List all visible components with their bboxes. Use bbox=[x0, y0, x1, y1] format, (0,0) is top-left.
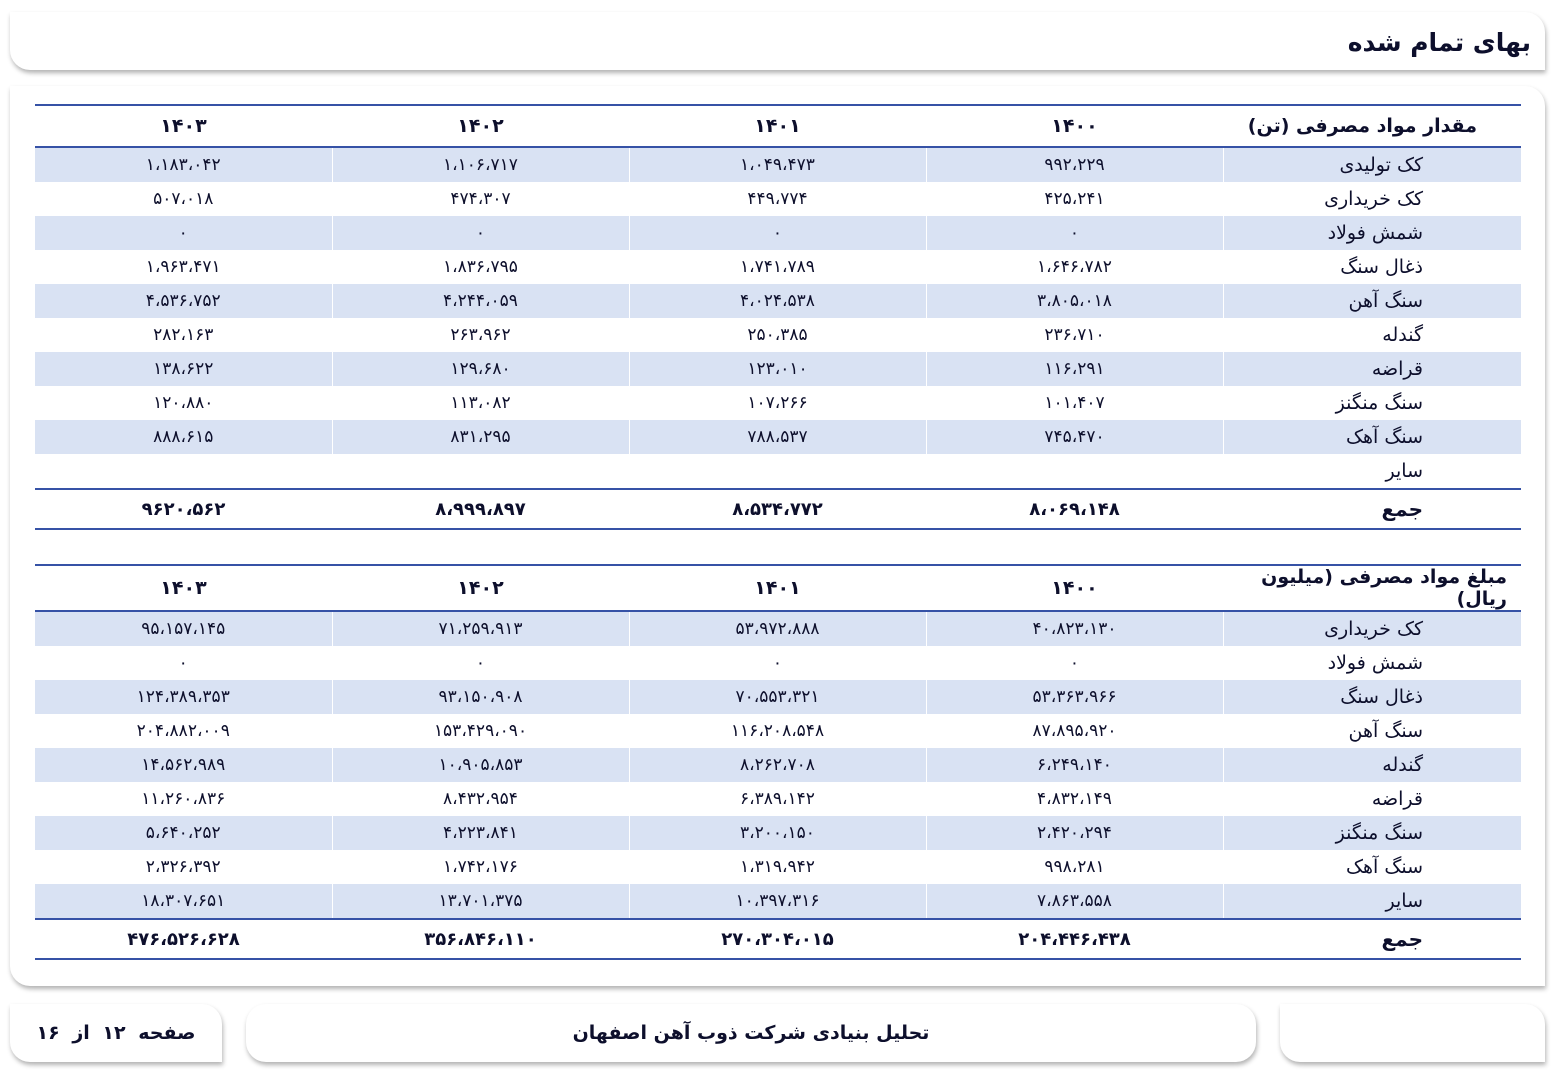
cell-value: ۸۷،۸۹۵،۹۲۰ bbox=[926, 714, 1223, 748]
cell-value: ۰ bbox=[332, 646, 629, 680]
footer-page-card bbox=[10, 1004, 222, 1062]
cell-value: ۱۱۶،۲۰۸،۵۴۸ bbox=[629, 714, 926, 748]
cell-value: ۱۴،۵۶۲،۹۸۹ bbox=[35, 748, 332, 782]
table-row bbox=[35, 884, 1521, 919]
cell-value: ۱،۷۴۲،۱۷۶ bbox=[332, 850, 629, 884]
cell-value: ۹۵،۱۵۷،۱۴۵ bbox=[35, 611, 332, 646]
page-total: ۱۶ bbox=[36, 1022, 60, 1044]
cell-value: ۶،۳۸۹،۱۴۲ bbox=[629, 782, 926, 816]
cell-value: ۱،۷۴۱،۷۸۹ bbox=[629, 250, 926, 284]
cell-value: ۸،۲۶۲،۷۰۸ bbox=[629, 748, 926, 782]
total-value: ۸،۹۹۹،۸۹۷ bbox=[332, 489, 629, 529]
row-label: سنگ آهن bbox=[1223, 284, 1521, 318]
cell-value: ۱۰،۹۰۵،۸۵۳ bbox=[332, 748, 629, 782]
table-row bbox=[35, 748, 1521, 782]
cell-value: ۱۳۸،۶۲۲ bbox=[35, 352, 332, 386]
total-value: ۸،۰۶۹،۱۴۸ bbox=[926, 489, 1223, 529]
cell-value: ۱،۸۳۶،۷۹۵ bbox=[332, 250, 629, 284]
cell-value: ۱۱،۲۶۰،۸۳۶ bbox=[35, 782, 332, 816]
cell-value bbox=[332, 454, 629, 489]
row-label: ذغال سنگ bbox=[1340, 256, 1423, 278]
table-row bbox=[35, 147, 1521, 182]
cell-value: ۰ bbox=[926, 646, 1223, 680]
cell-value: ۱۰،۳۹۷،۳۱۶ bbox=[629, 884, 926, 919]
year-header: ۱۴۰۰ bbox=[926, 565, 1223, 611]
page-word: صفحه bbox=[138, 1022, 196, 1044]
table-header-label: مقدار مواد مصرفی (تن) bbox=[1223, 105, 1521, 147]
cell-value: ۱۰۷،۲۶۶ bbox=[629, 386, 926, 420]
table-row bbox=[35, 216, 1521, 250]
cell-value bbox=[926, 454, 1223, 489]
cell-value: ۱،۰۴۹،۴۷۳ bbox=[629, 147, 926, 182]
row-label: ذغال سنگ bbox=[1223, 680, 1521, 714]
cell-value: ۹۳،۱۵۰،۹۰۸ bbox=[332, 680, 629, 714]
cell-value: ۸۸۸،۶۱۵ bbox=[35, 420, 332, 454]
cell-value: ۱۳،۷۰۱،۳۷۵ bbox=[332, 884, 629, 919]
row-label: قراضه bbox=[1371, 788, 1423, 810]
cell-value: ۷۰،۵۵۳،۳۲۱ bbox=[629, 680, 926, 714]
total-row bbox=[35, 489, 1521, 529]
row-label: سنگ منگنز bbox=[1335, 392, 1423, 414]
cell-value: ۰ bbox=[35, 216, 332, 250]
cell-value: ۱،۳۱۹،۹۴۲ bbox=[629, 850, 926, 884]
cell-value: ۴۷۴،۳۰۷ bbox=[332, 182, 629, 216]
table-row bbox=[35, 182, 1521, 216]
year-header: ۱۴۰۰ bbox=[926, 105, 1223, 147]
row-label: سنگ آهن bbox=[1348, 720, 1423, 742]
table-row bbox=[35, 454, 1521, 489]
row-label: سنگ آهک bbox=[1223, 420, 1521, 454]
cell-value: ۹۹۲،۲۲۹ bbox=[926, 147, 1223, 182]
cell-value: ۴۲۵،۲۴۱ bbox=[926, 182, 1223, 216]
table-row bbox=[35, 782, 1521, 816]
cell-value: ۵۳،۳۶۳،۹۶۶ bbox=[926, 680, 1223, 714]
row-label: قراضه bbox=[1223, 352, 1521, 386]
table-row bbox=[35, 318, 1521, 352]
report-title: تحلیل بنیادی شرکت ذوب آهن اصفهان bbox=[572, 1022, 930, 1044]
total-label: جمع bbox=[1223, 919, 1521, 959]
cell-value: ۵،۶۴۰،۲۵۲ bbox=[35, 816, 332, 850]
total-value: ۳۵۶،۸۴۶،۱۱۰ bbox=[332, 919, 629, 959]
table-header-row bbox=[35, 105, 1521, 147]
table-row bbox=[35, 680, 1521, 714]
cell-value: ۱۱۳،۰۸۲ bbox=[332, 386, 629, 420]
cell-value: ۴،۲۲۳،۸۴۱ bbox=[332, 816, 629, 850]
total-row bbox=[35, 919, 1521, 959]
page-of: از bbox=[72, 1022, 90, 1044]
cell-value: ۹۹۸،۲۸۱ bbox=[926, 850, 1223, 884]
table-row bbox=[35, 284, 1521, 318]
cell-value: ۰ bbox=[926, 216, 1223, 250]
year-header: ۱۴۰۲ bbox=[332, 565, 629, 611]
cell-value: ۰ bbox=[629, 646, 926, 680]
cell-value: ۱۲۴،۳۸۹،۳۵۳ bbox=[35, 680, 332, 714]
row-label: کک خریداری bbox=[1223, 611, 1521, 646]
cell-value: ۱۰۱،۴۰۷ bbox=[926, 386, 1223, 420]
table-row bbox=[35, 250, 1521, 284]
row-label: شمش فولاد bbox=[1223, 216, 1521, 250]
total-value: ۹۶۲۰،۵۶۲ bbox=[35, 489, 332, 529]
total-value: ۲۰۴،۴۴۶،۴۳۸ bbox=[926, 919, 1223, 959]
row-label: سایر bbox=[1223, 884, 1521, 919]
year-header: ۱۴۰۳ bbox=[35, 105, 332, 147]
amount-table bbox=[35, 564, 1521, 960]
table-row bbox=[35, 646, 1521, 680]
cell-value: ۴،۸۳۲،۱۴۹ bbox=[926, 782, 1223, 816]
row-label: کک خریداری bbox=[1324, 188, 1423, 210]
cell-value: ۳،۸۰۵،۰۱۸ bbox=[926, 284, 1223, 318]
cell-value: ۵۳،۹۷۲،۸۸۸ bbox=[629, 611, 926, 646]
page-title: بهای تمام شده bbox=[1347, 28, 1531, 57]
row-label: سنگ آهک bbox=[1345, 856, 1423, 878]
cell-value: ۴،۰۲۴،۵۳۸ bbox=[629, 284, 926, 318]
table-row bbox=[35, 386, 1521, 420]
title-card bbox=[10, 12, 1545, 70]
cell-value: ۱،۹۶۳،۴۷۱ bbox=[35, 250, 332, 284]
cell-value: ۰ bbox=[629, 216, 926, 250]
cell-value: ۱،۱۸۳،۰۴۲ bbox=[35, 147, 332, 182]
row-label: کک تولیدی bbox=[1223, 147, 1521, 182]
cell-value: ۱۵۳،۴۲۹،۰۹۰ bbox=[332, 714, 629, 748]
cell-value: ۸۳۱،۲۹۵ bbox=[332, 420, 629, 454]
year-header: ۱۴۰۳ bbox=[35, 565, 332, 611]
cell-value: ۱،۱۰۶،۷۱۷ bbox=[332, 147, 629, 182]
row-label: گندله bbox=[1223, 748, 1521, 782]
cell-value: ۴،۲۴۴،۰۵۹ bbox=[332, 284, 629, 318]
cell-value: ۱،۶۴۶،۷۸۲ bbox=[926, 250, 1223, 284]
cell-value: ۲۳۶،۷۱۰ bbox=[926, 318, 1223, 352]
row-label: سایر bbox=[1385, 460, 1423, 482]
cell-value: ۶،۲۴۹،۱۴۰ bbox=[926, 748, 1223, 782]
year-header: ۱۴۰۱ bbox=[629, 565, 926, 611]
total-value: ۴۷۶،۵۲۶،۶۲۸ bbox=[35, 919, 332, 959]
cell-value bbox=[35, 454, 332, 489]
cell-value: ۱۲۹،۶۸۰ bbox=[332, 352, 629, 386]
table-row bbox=[35, 714, 1521, 748]
total-value: ۲۷۰،۳۰۴،۰۱۵ bbox=[629, 919, 926, 959]
table-row bbox=[35, 816, 1521, 850]
table-header-label: مبلغ مواد مصرفی (میلیون ریال) bbox=[1223, 565, 1521, 611]
cell-value: ۰ bbox=[332, 216, 629, 250]
table-row bbox=[35, 420, 1521, 454]
cell-value: ۱۸،۳۰۷،۶۵۱ bbox=[35, 884, 332, 919]
cell-value: ۲،۴۲۰،۲۹۴ bbox=[926, 816, 1223, 850]
cell-value: ۰ bbox=[35, 646, 332, 680]
cell-value: ۷۱،۲۵۹،۹۱۳ bbox=[332, 611, 629, 646]
cell-value: ۲۵۰،۳۸۵ bbox=[629, 318, 926, 352]
cell-value bbox=[629, 454, 926, 489]
cell-value: ۴۴۹،۷۷۴ bbox=[629, 182, 926, 216]
total-label: جمع bbox=[1223, 489, 1521, 529]
page-number bbox=[10, 1004, 222, 1062]
footer-report-card bbox=[246, 1004, 1256, 1062]
cell-value: ۵۰۷،۰۱۸ bbox=[35, 182, 332, 216]
row-label: گندله bbox=[1382, 324, 1423, 346]
cell-value: ۱۱۶،۲۹۱ bbox=[926, 352, 1223, 386]
cell-value: ۱۲۳،۰۱۰ bbox=[629, 352, 926, 386]
cell-value: ۲،۳۲۶،۳۹۲ bbox=[35, 850, 332, 884]
cell-value: ۷،۸۶۳،۵۵۸ bbox=[926, 884, 1223, 919]
cell-value: ۴۰،۸۲۳،۱۳۰ bbox=[926, 611, 1223, 646]
year-header: ۱۴۰۱ bbox=[629, 105, 926, 147]
page-current: ۱۲ bbox=[102, 1022, 126, 1044]
row-label: شمش فولاد bbox=[1327, 652, 1423, 674]
table-row bbox=[35, 352, 1521, 386]
total-value: ۸،۵۳۴،۷۷۲ bbox=[629, 489, 926, 529]
table-row bbox=[35, 850, 1521, 884]
cell-value: ۲۰۴،۸۸۲،۰۰۹ bbox=[35, 714, 332, 748]
year-header: ۱۴۰۲ bbox=[332, 105, 629, 147]
cell-value: ۱۲۰،۸۸۰ bbox=[35, 386, 332, 420]
footer-logo-card bbox=[1280, 1004, 1545, 1062]
quantity-table bbox=[35, 104, 1521, 530]
cell-value: ۷۴۵،۴۷۰ bbox=[926, 420, 1223, 454]
table-row bbox=[35, 611, 1521, 646]
cell-value: ۸،۴۳۲،۹۵۴ bbox=[332, 782, 629, 816]
row-label: سنگ منگنز bbox=[1223, 816, 1521, 850]
cell-value: ۳،۲۰۰،۱۵۰ bbox=[629, 816, 926, 850]
cell-value: ۲۶۳،۹۶۲ bbox=[332, 318, 629, 352]
cell-value: ۷۸۸،۵۳۷ bbox=[629, 420, 926, 454]
cell-value: ۴،۵۳۶،۷۵۲ bbox=[35, 284, 332, 318]
cell-value: ۲۸۲،۱۶۳ bbox=[35, 318, 332, 352]
table-header-row bbox=[35, 565, 1521, 611]
